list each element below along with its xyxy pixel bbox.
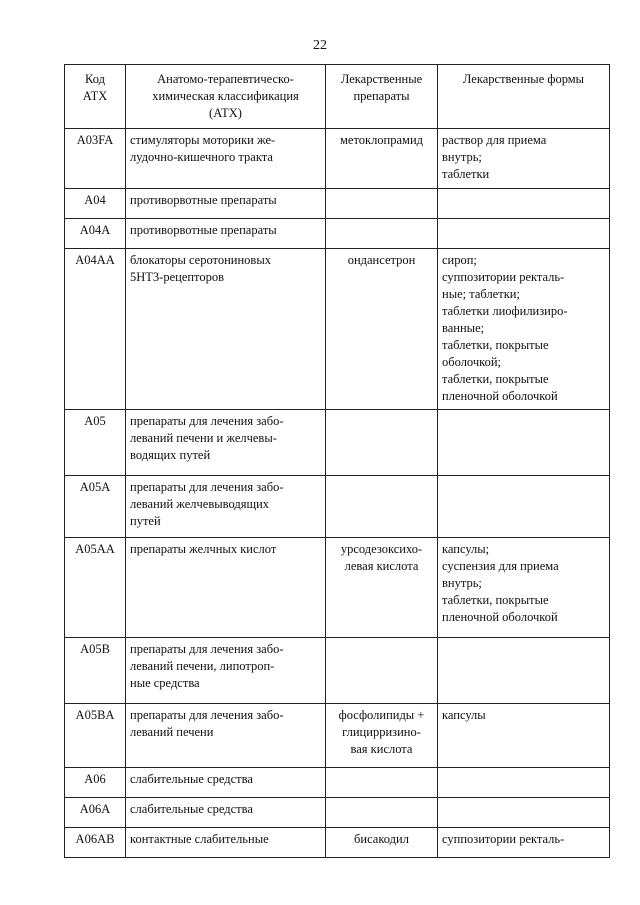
cell-classification	[126, 476, 326, 538]
header-drugs: Лекарственные препараты	[326, 65, 438, 129]
cell-forms-line: внутрь;	[442, 576, 482, 590]
cell-code-text: A04AA	[75, 253, 115, 267]
cell-code-text: A06A	[79, 802, 111, 816]
cell-classification-line: водящих путей	[130, 448, 211, 462]
cell-classification-line: путей	[130, 514, 161, 528]
cell-code	[65, 410, 126, 476]
cell-classification-line: блокаторы серотониновых	[130, 253, 271, 267]
cell-drugs	[326, 828, 438, 858]
cell-classification-line: леваний печени, липотроп-	[130, 659, 275, 673]
table-row	[65, 129, 610, 189]
cell-code-text: A05AA	[75, 542, 115, 556]
cell-classification	[126, 129, 326, 189]
cell-classification-line: препараты желчных кислот	[130, 542, 277, 556]
cell-forms	[438, 129, 610, 189]
cell-drugs	[326, 189, 438, 219]
cell-classification	[126, 189, 326, 219]
cell-code	[65, 219, 126, 249]
cell-forms	[438, 249, 610, 410]
cell-drugs-line: бисакодил	[354, 832, 409, 846]
cell-forms-line: раствор для приема	[442, 133, 547, 147]
cell-forms	[438, 219, 610, 249]
cell-forms-line: пленочной оболочкой	[442, 389, 558, 403]
table-row	[65, 410, 610, 476]
cell-code-text: A05A	[79, 480, 111, 494]
cell-classification-line: препараты для лечения забо-	[130, 708, 284, 722]
cell-code	[65, 129, 126, 189]
cell-classification	[126, 410, 326, 476]
cell-drugs	[326, 410, 438, 476]
cell-classification-line: ные средства	[130, 676, 200, 690]
cell-drugs	[326, 538, 438, 638]
cell-classification	[126, 798, 326, 828]
cell-classification-line: лудочно-кишечного тракта	[130, 150, 273, 164]
cell-code-text: A04A	[79, 223, 111, 237]
cell-forms-line: суппозитории ректаль-	[442, 270, 565, 284]
header-classification: Анатомо-терапевтическо- химическая классификация (АТХ)	[126, 65, 326, 129]
table-header-row	[65, 65, 610, 129]
cell-forms	[438, 410, 610, 476]
cell-forms-line: таблетки лиофилизиро-	[442, 304, 568, 318]
table-row	[65, 798, 610, 828]
cell-forms	[438, 538, 610, 638]
cell-forms-line: внутрь;	[442, 150, 482, 164]
cell-classification	[126, 249, 326, 410]
cell-drugs-line: вая кислота	[350, 742, 413, 756]
cell-code	[65, 704, 126, 768]
cell-drugs	[326, 476, 438, 538]
cell-classification-line: контактные слабительные	[130, 832, 269, 846]
cell-forms	[438, 828, 610, 858]
atx-table	[64, 64, 610, 858]
cell-classification-line: слабительные средства	[130, 802, 253, 816]
cell-code	[65, 249, 126, 410]
cell-forms	[438, 798, 610, 828]
cell-classification	[126, 638, 326, 704]
cell-drugs-line: урсодезоксихо-	[340, 542, 423, 556]
cell-code	[65, 828, 126, 858]
table-row	[65, 638, 610, 704]
cell-forms-line: таблетки, покрытые	[442, 593, 549, 607]
cell-code-text: A03FA	[76, 133, 114, 147]
cell-classification	[126, 219, 326, 249]
cell-forms-line: сироп;	[442, 253, 477, 267]
table-row	[65, 189, 610, 219]
cell-forms-line: таблетки, покрытые	[442, 338, 549, 352]
cell-classification	[126, 828, 326, 858]
table-row	[65, 828, 610, 858]
cell-forms-line: суспензия для приема	[442, 559, 559, 573]
cell-classification-line: 5HT3-рецепторов	[130, 270, 225, 284]
cell-classification	[126, 704, 326, 768]
cell-forms-line: таблетки	[442, 167, 490, 181]
cell-classification-line: противорвотные препараты	[130, 223, 277, 237]
cell-forms-line: ные; таблетки;	[442, 287, 520, 301]
table-row	[65, 704, 610, 768]
cell-drugs-line: фосфолипиды +	[338, 708, 425, 722]
cell-code-text: A04	[84, 193, 106, 207]
cell-drugs-line: ондансетрон	[347, 253, 416, 267]
cell-classification-line: препараты для лечения забо-	[130, 414, 284, 428]
cell-forms	[438, 704, 610, 768]
cell-code	[65, 638, 126, 704]
cell-code	[65, 538, 126, 638]
cell-classification-line: противорвотные препараты	[130, 193, 277, 207]
cell-code	[65, 476, 126, 538]
cell-classification-line: препараты для лечения забо-	[130, 642, 284, 656]
cell-drugs-line: метоклопрамид	[339, 133, 423, 147]
cell-forms	[438, 768, 610, 798]
cell-classification-line: леваний печени и желчевы-	[130, 431, 277, 445]
cell-drugs-line: глицирризино-	[342, 725, 421, 739]
cell-forms-line: пленочной оболочкой	[442, 610, 558, 624]
header-forms: Лекарственные формы	[438, 65, 610, 129]
header-code: Код АТХ	[65, 65, 126, 129]
cell-code	[65, 768, 126, 798]
cell-code	[65, 798, 126, 828]
cell-classification-line: леваний печени	[130, 725, 214, 739]
cell-forms	[438, 476, 610, 538]
cell-forms	[438, 189, 610, 219]
cell-code-text: A05B	[80, 642, 110, 656]
cell-code-text: A06AB	[75, 832, 115, 846]
cell-code-text: A05	[84, 414, 106, 428]
cell-classification	[126, 538, 326, 638]
cell-drugs	[326, 768, 438, 798]
cell-code	[65, 189, 126, 219]
cell-drugs	[326, 249, 438, 410]
cell-forms-line: капсулы;	[442, 542, 490, 556]
table-row	[65, 219, 610, 249]
cell-drugs	[326, 219, 438, 249]
page-number: 22	[313, 38, 327, 53]
cell-classification-line: препараты для лечения забо-	[130, 480, 284, 494]
table-row	[65, 538, 610, 638]
cell-drugs	[326, 638, 438, 704]
cell-forms	[438, 638, 610, 704]
cell-forms-line: таблетки, покрытые	[442, 372, 549, 386]
cell-classification-line: леваний желчевыводящих	[130, 497, 270, 511]
table-row	[65, 768, 610, 798]
cell-drugs-line: левая кислота	[344, 559, 419, 573]
cell-drugs	[326, 129, 438, 189]
cell-forms-line: ванные;	[442, 321, 485, 335]
cell-classification	[126, 768, 326, 798]
cell-forms-line: суппозитории ректаль-	[442, 832, 565, 846]
table-row	[65, 476, 610, 538]
cell-drugs	[326, 704, 438, 768]
cell-classification-line: стимуляторы моторики же-	[130, 133, 276, 147]
cell-code-text: A05BA	[75, 708, 115, 722]
cell-code-text: A06	[84, 772, 106, 786]
cell-classification-line: слабительные средства	[130, 772, 253, 786]
cell-forms-line: капсулы	[442, 708, 486, 722]
cell-drugs	[326, 798, 438, 828]
table-row	[65, 249, 610, 410]
cell-forms-line: оболочкой;	[442, 355, 501, 369]
